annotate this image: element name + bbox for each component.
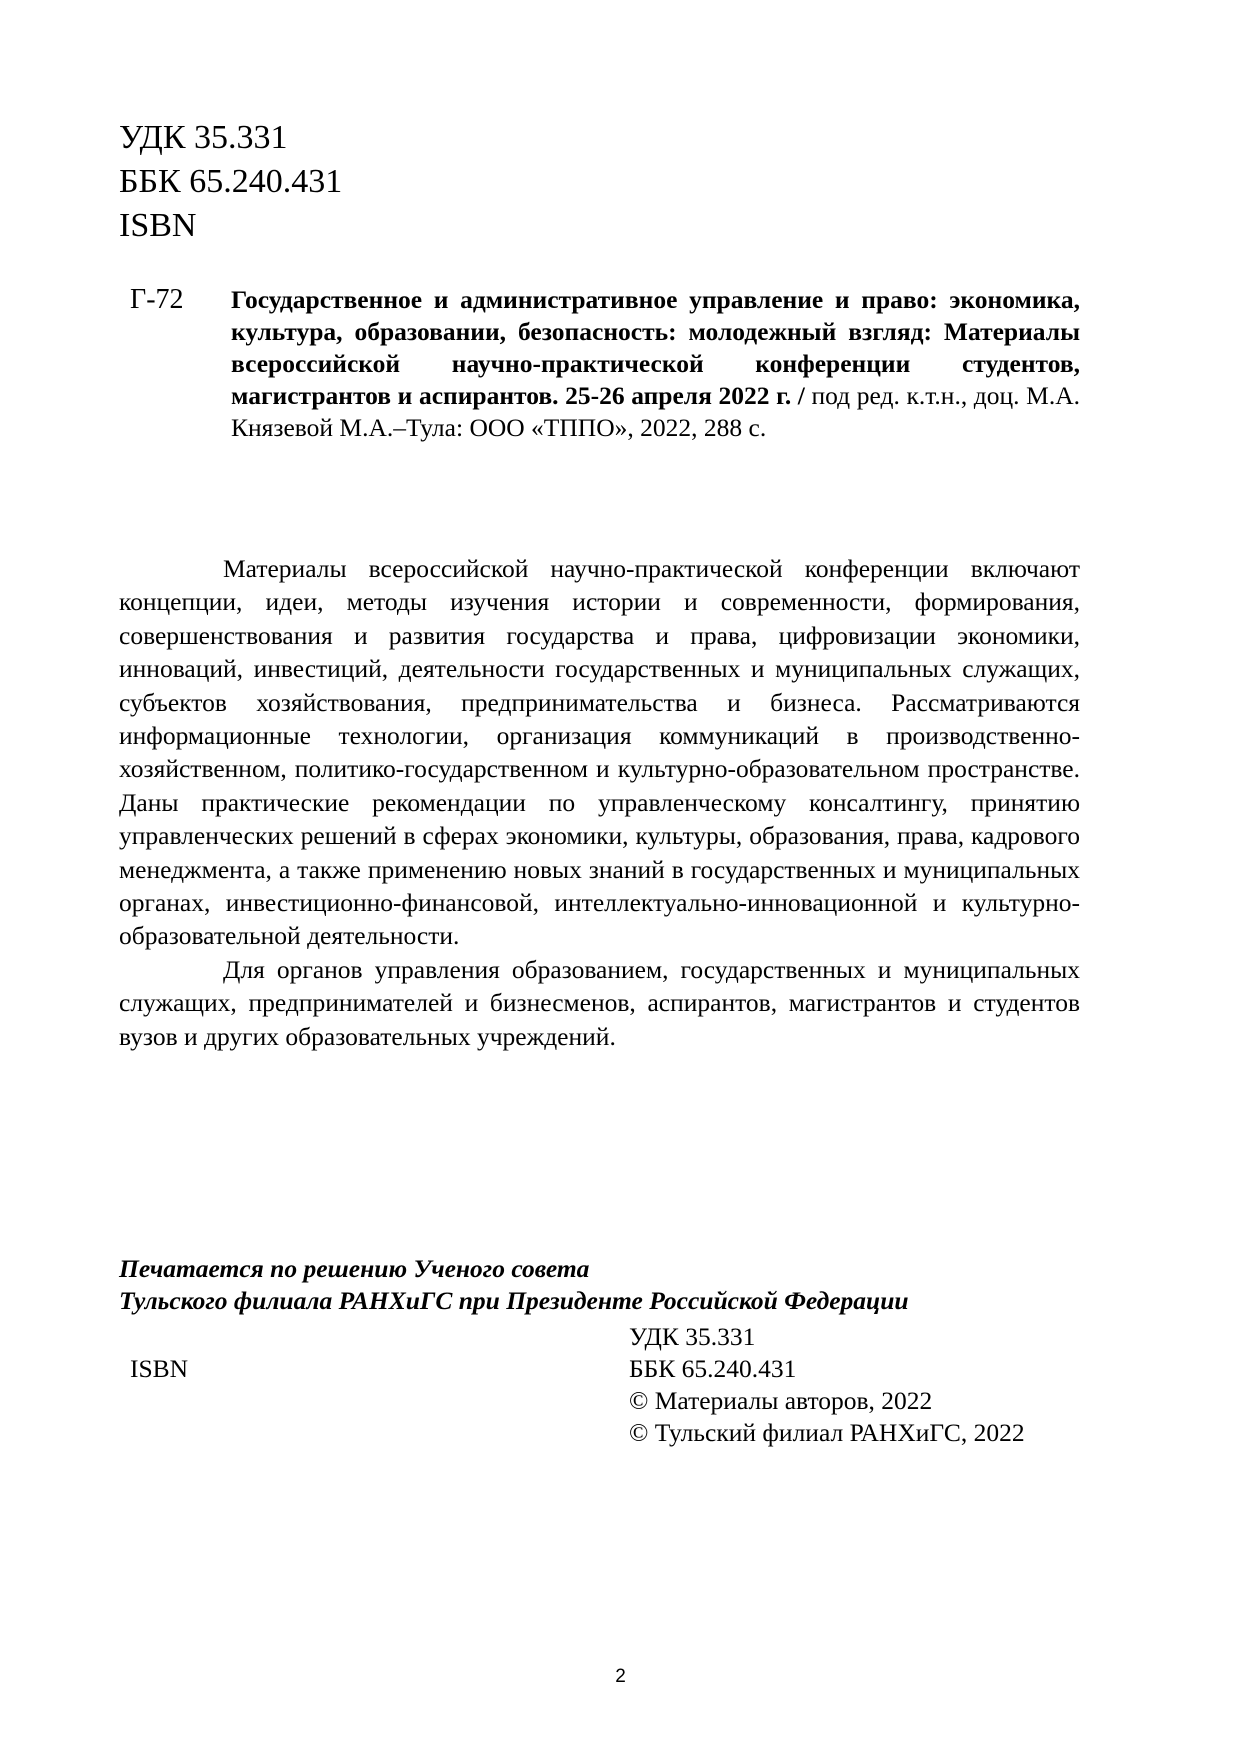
footer-bbk: ББК 65.240.431 (629, 1354, 797, 1383)
audience-paragraph: Для органов управления образованием, государственных и муниципальных служащих, предпринимателей и бизнесменов, аспирантов, магистрантов и студентов вузов и других образовательных учреждений. (119, 954, 1080, 1051)
bbk-code: ББК 65.240.431 (119, 163, 343, 200)
footer-isbn: ISBN (130, 1354, 189, 1383)
udk-code: УДК 35.331 (119, 119, 288, 156)
publication-approval (119, 1253, 909, 1317)
author-sign: Г-72 (130, 284, 184, 315)
copyright-authors: © Материалы авторов, 2022 (629, 1386, 933, 1415)
page-number: 2 (615, 1666, 626, 1687)
approval-line: Печатается по решению Ученого совета (119, 1254, 590, 1283)
footer-udk: УДК 35.331 (629, 1322, 756, 1351)
classification-codes (119, 116, 342, 248)
approval-line: Тульского филиала РАНХиГС при Президенте Российской Федерации (119, 1286, 909, 1315)
copyright-branch: © Тульский филиал РАНХиГС, 2022 (629, 1418, 1025, 1447)
bibliographic-description (231, 284, 1080, 444)
annotation (119, 552, 1080, 1053)
annotation-paragraph: Материалы всероссийской научно-практической конференции включают концепции, идеи, методы изучения истории и современности, формирования, совершенствования и развития государства и права, цифровизации экономики, инноваций, инвестиций, деятельности государственных и муниципальных служащих, субъектов хозяйствования, предпринимательства и бизнеса. Рассматриваются информационные технологии, организация коммуникаций в производственно-хозяйственном, политико-государственном и культурно-образовательном пространстве. Даны практические рекомендации по управленческому консалтингу, принятию управленческих решений в сферах экономики, культуры, образования, права, кадрового менеджмента, а также применению новых знаний в государственных и муниципальных органах, инвестиционно-финансовой, интеллектуально-инновационной и культурно-образовательной деятельности. (119, 554, 1080, 951)
isbn-label: ISBN (119, 207, 197, 244)
publication-title: Государственное и административное управление и право: экономика, культура, образовании, безопасность: молодежный взгляд: Материалы всероссийской научно-практической конференции студентов, магистрантов и аспирантов. 25-26 апреля 2022 г. / (231, 285, 1080, 410)
footer-imprint (629, 1321, 1025, 1449)
publication-imprint: под ред. к.т.н., доц. М.А. Князевой М.А.–Тула: ООО «ТППО», 2022, 288 с. (231, 381, 1080, 442)
